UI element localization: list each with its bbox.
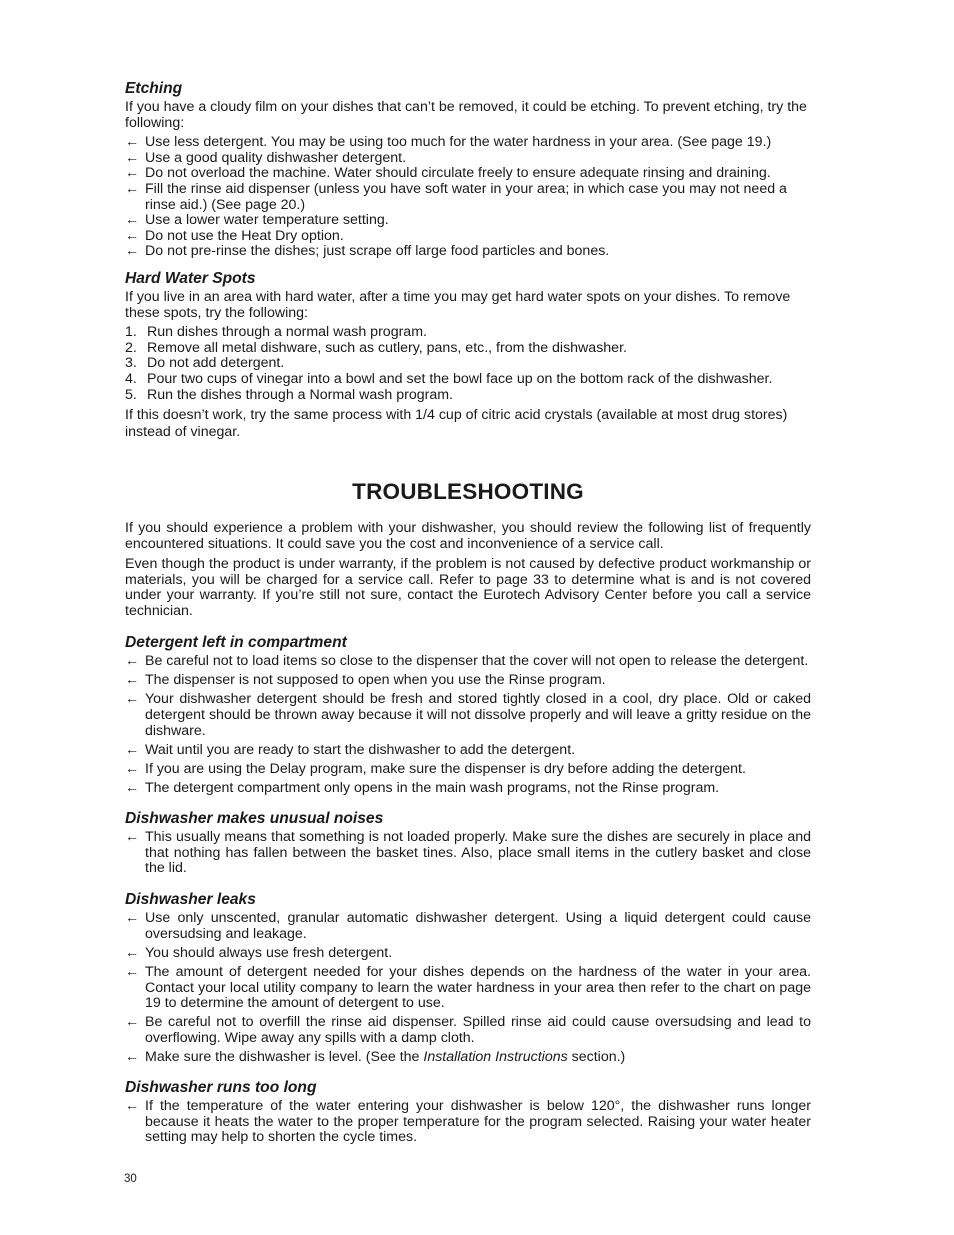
arrow-bullet-icon: ← — [125, 227, 140, 244]
list-item: ← Do not overload the machine. Water should circulate freely to ensure adequate rinsing and draining. — [125, 165, 771, 182]
list-item: ← Use a lower water temperature setting. — [125, 212, 389, 229]
arrow-bullet-icon: ← — [125, 212, 140, 229]
arrow-bullet-icon: ← — [125, 134, 140, 151]
list-item: ← The detergent compartment only opens in the main wash programs, not the Rinse program. — [125, 780, 720, 797]
arrow-bullet-icon: ← — [125, 944, 140, 961]
list-item: ← If the temperature of the water entering your dishwasher is below 120°, the dishwasher runs longer because it heats the water to the proper temperature for the program selected. Raising your water heater setting may help to shorten the cycle times. — [125, 1098, 811, 1146]
arrow-bullet-icon: ← — [125, 1014, 140, 1031]
list-item: ← Do not use the Heat Dry option. — [125, 227, 344, 244]
arrow-bullet-icon: ← — [125, 243, 140, 260]
runs-long-section — [125, 1079, 811, 1146]
list-item: ← Use a good quality dishwasher detergent. — [125, 149, 407, 166]
arrow-bullet-icon: ← — [125, 691, 140, 708]
leaks-list — [125, 911, 811, 1066]
arrow-bullet-icon: ← — [125, 180, 140, 197]
detergent-left-list — [125, 654, 811, 797]
arrow-bullet-icon: ← — [125, 741, 140, 758]
list-item: ← Make sure the dishwasher is level. (See the Installation Instructions section.) — [125, 1049, 626, 1066]
etching-heading: Etching — [125, 80, 183, 97]
leaks-section — [125, 891, 811, 1066]
arrow-bullet-icon: ← — [125, 1049, 140, 1066]
list-item: ← If you are using the Delay program, make sure the dispenser is dry before adding the detergent. — [125, 760, 746, 777]
noises-list — [125, 830, 811, 877]
arrow-bullet-icon: ← — [125, 149, 140, 166]
leaks-heading: Dishwasher leaks — [125, 891, 256, 908]
arrow-bullet-icon: ← — [125, 760, 140, 777]
hard-water-intro: If you live in an area with hard water, after a time you may get hard water spots on your dishes. To remove these spots, try the following: — [125, 289, 791, 321]
etching-section — [125, 80, 811, 260]
list-item: ← Do not pre-rinse the dishes; just scrape off large food particles and bones. — [125, 243, 610, 260]
list-item: 4. Pour two cups of vinegar into a bowl and set the bowl face up on the bottom rack of the dishwasher. — [125, 370, 773, 387]
intro-paragraph: If you should experience a problem with your dishwasher, you should review the following list of frequently encountered situations. It could save you the cost and inconvenience of a service call. — [125, 520, 811, 552]
arrow-bullet-icon: ← — [125, 780, 140, 797]
hard-water-note: If this doesn’t work, try the same process with 1/4 cup of citric acid crystals (available at most drug stores) instead of vinegar. — [125, 407, 788, 441]
noises-heading: Dishwasher makes unusual noises — [125, 810, 384, 827]
page-title: TROUBLESHOOTING — [352, 479, 584, 504]
hard-water-section — [125, 270, 811, 441]
list-item: 3. Do not add detergent. — [125, 355, 285, 372]
detergent-left-heading: Detergent left in compartment — [125, 634, 347, 651]
list-item: ← You should always use fresh detergent. — [125, 944, 393, 961]
list-item: ← Be careful not to load items so close to the dispenser that the cover will not open to release the detergent. — [125, 653, 809, 669]
arrow-bullet-icon: ← — [125, 653, 140, 669]
arrow-bullet-icon: ← — [125, 963, 140, 980]
list-item: ← Your dishwasher detergent should be fresh and stored tightly closed in a cool, dry place. Old or caked detergent should be thrown away because it will not dissolve properly and will leave a gritty residue on the dishware. — [125, 691, 811, 739]
hard-water-heading: Hard Water Spots — [125, 270, 256, 287]
runs-long-heading: Dishwasher runs too long — [125, 1079, 317, 1096]
list-item: ← Fill the rinse aid dispenser (unless you have soft water in your area; in which case you may not need a rinse aid.) (See page 20.) — [125, 180, 787, 213]
list-item: ← This usually means that something is not loaded properly. Make sure the dishes are securely in place and that nothing has fallen between the basket tines. Also, place small items in the cutlery basket and close the lid. — [125, 829, 811, 877]
hard-water-steps — [125, 325, 811, 403]
arrow-bullet-icon: ← — [125, 1098, 140, 1114]
arrow-bullet-icon: ← — [125, 165, 140, 182]
troubleshooting-intro — [125, 521, 811, 620]
runs-long-list — [125, 1099, 811, 1146]
arrow-bullet-icon: ← — [125, 910, 140, 926]
list-item: ← The amount of detergent needed for your dishes depends on the hardness of the water in your area. Contact your local utility company to learn the water hardness in your area then refer to the chart on page 19 to determine the amount of detergent to use. — [125, 963, 811, 1012]
list-item: 1. Run dishes through a normal wash program. — [125, 324, 427, 341]
list-item: ← Be careful not to overfill the rinse aid dispenser. Spilled rinse aid could cause oversudsing and lead to overflowing. Wipe away any spills with a damp cloth. — [125, 1014, 811, 1046]
list-item: ← Wait until you are ready to start the dishwasher to add the detergent. — [125, 741, 576, 758]
etching-intro: If you have a cloudy film on your dishes that can’t be removed, it could be etching. To prevent etching, try the following: — [125, 99, 807, 131]
list-item: ← The dispenser is not supposed to open when you use the Rinse program. — [125, 672, 606, 689]
arrow-bullet-icon: ← — [125, 672, 140, 689]
list-item: 5. Run the dishes through a Normal wash program. — [125, 386, 453, 403]
noises-section — [125, 810, 811, 877]
warranty-paragraph: Even though the product is under warranty, if the problem is not caused by defective product workmanship or materials, you will be charged for a service call. Refer to page 33 to determine what is and is not covered under your warranty. If you’re still not sure, contact the Eurotech Advisory Center before you call a service technician. — [125, 556, 811, 619]
arrow-bullet-icon: ← — [125, 829, 140, 845]
detergent-left-section — [125, 634, 811, 797]
list-item: ← Use less detergent. You may be using too much for the water hardness in your area. (See page 19.) — [125, 134, 772, 151]
installation-instructions-ref: Installation Instructions — [423, 1049, 568, 1066]
etching-list — [125, 135, 811, 260]
list-item: 2. Remove all metal dishware, such as cutlery, pans, etc., from the dishwasher. — [125, 339, 627, 356]
page-number: 30 — [124, 1173, 137, 1185]
list-item: ← Use only unscented, granular automatic dishwasher detergent. Using a liquid detergent could cause oversudsing and leakage. — [125, 910, 811, 942]
